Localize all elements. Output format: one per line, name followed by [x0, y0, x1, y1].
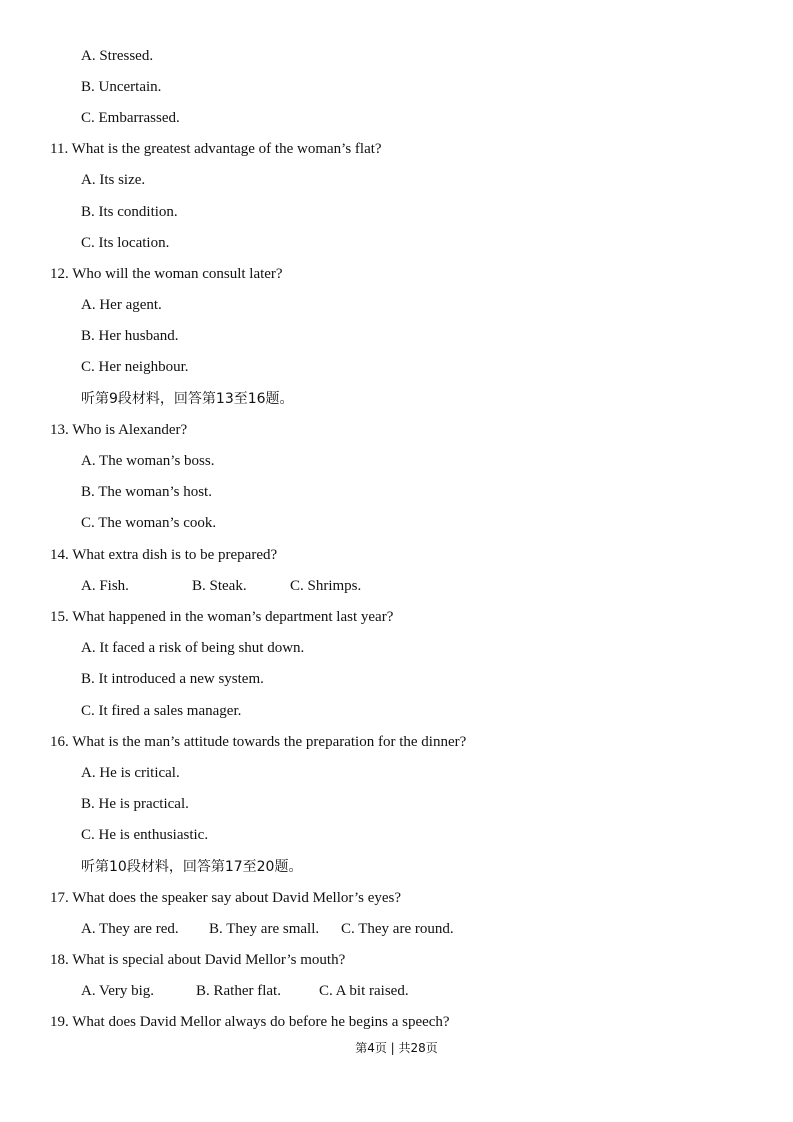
q17-option-b: B. They are small.	[209, 921, 320, 937]
q10-option-c: C. Embarrassed.	[81, 110, 180, 126]
q16-option-c: C. He is enthusiastic.	[81, 827, 209, 843]
q12-option-b: B. Her husband.	[81, 328, 179, 344]
q19-stem: 19. What does David Mellor always do before he begins a speech?	[50, 1014, 450, 1030]
q16-stem: 16. What is the man’s attitude towards the preparation for the dinner?	[50, 734, 467, 750]
q10-option-a: A. Stressed.	[81, 48, 154, 64]
page-footer: 第4页 | 共28页	[355, 1041, 438, 1055]
q14-option-a: A. Fish.	[81, 578, 129, 594]
q11-stem: 11. What is the greatest advantage of the woman’s flat?	[50, 141, 382, 157]
q11-option-a: A. Its size.	[81, 172, 146, 188]
q14-stem: 14. What extra dish is to be prepared?	[50, 547, 278, 563]
q17-option-c: C. They are round.	[341, 921, 454, 937]
q18-option-b: B. Rather flat.	[196, 983, 281, 999]
q12-option-a: A. Her agent.	[81, 297, 162, 313]
q17-stem: 17. What does the speaker say about David Mellor’s eyes?	[50, 890, 402, 906]
section-10-instruction: 听第10段材料，回答第17至20题。	[81, 859, 303, 875]
q15-option-a: A. It faced a risk of being shut down.	[81, 640, 305, 656]
q12-option-c: C. Her neighbour.	[81, 359, 189, 375]
q13-option-a: A. The woman’s boss.	[81, 453, 215, 469]
q13-option-b: B. The woman’s host.	[81, 484, 212, 500]
q12-stem: 12. Who will the woman consult later?	[50, 266, 283, 282]
q13-stem: 13. Who is Alexander?	[50, 422, 188, 438]
q18-option-c: C. A bit raised.	[319, 983, 409, 999]
q16-option-a: A. He is critical.	[81, 765, 180, 781]
q14-option-b: B. Steak.	[192, 578, 247, 594]
q16-option-b: B. He is practical.	[81, 796, 189, 812]
section-9-instruction: 听第9段材料，回答第13至16题。	[81, 391, 294, 407]
q13-option-c: C. The woman’s cook.	[81, 515, 217, 531]
q14-option-c: C. Shrimps.	[290, 578, 362, 594]
q10-option-b: B. Uncertain.	[81, 79, 162, 95]
q15-option-b: B. It introduced a new system.	[81, 671, 264, 687]
q17-option-a: A. They are red.	[81, 921, 179, 937]
q15-stem: 15. What happened in the woman’s department last year?	[50, 609, 394, 625]
q18-option-a: A. Very big.	[81, 983, 155, 999]
q15-option-c: C. It fired a sales manager.	[81, 703, 242, 719]
q18-stem: 18. What is special about David Mellor’s mouth?	[50, 952, 346, 968]
q11-option-b: B. Its condition.	[81, 204, 178, 220]
q11-option-c: C. Its location.	[81, 235, 170, 251]
